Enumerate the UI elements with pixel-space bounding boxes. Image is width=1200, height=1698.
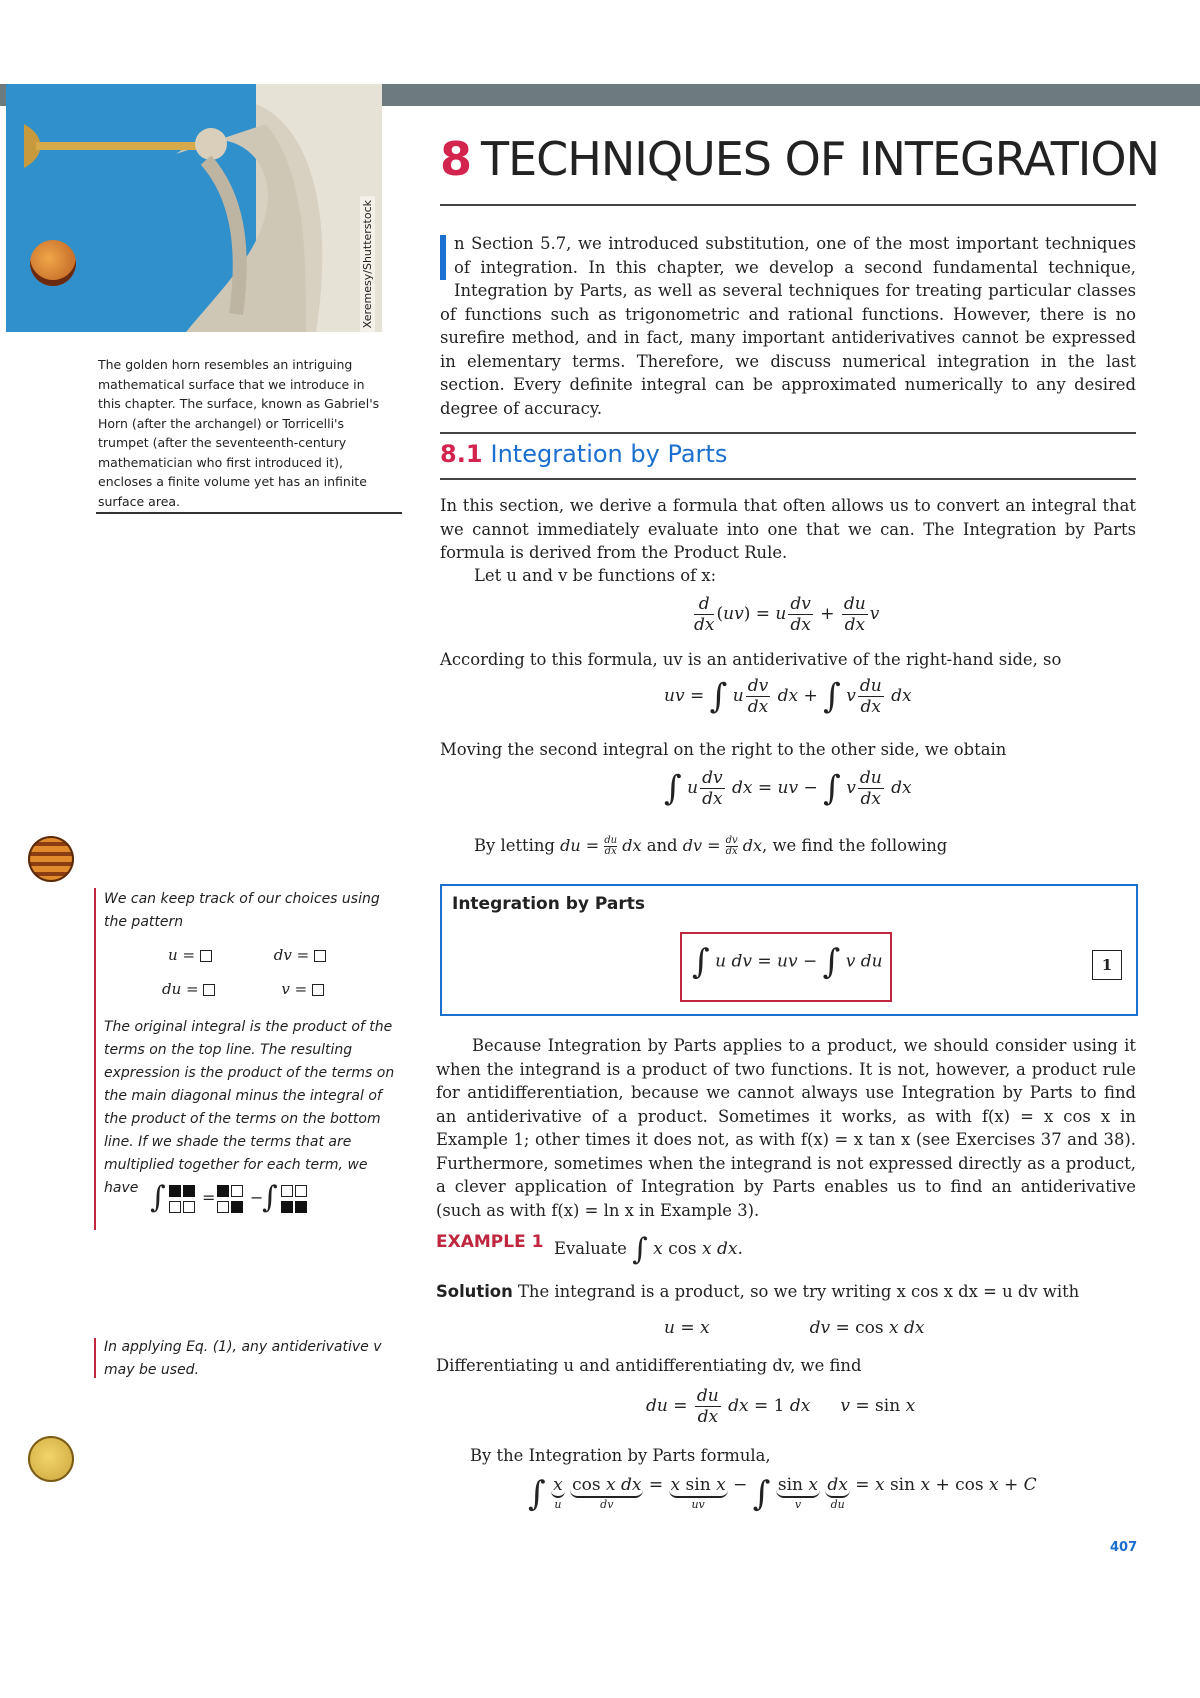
chapter-title-text: TECHNIQUES OF INTEGRATION: [481, 132, 1159, 186]
moving-line: Moving the second integral on the right to the other side, we obtain: [440, 740, 1007, 759]
ibp-formula-box: [680, 932, 892, 1002]
drop-cap-i: [440, 235, 446, 280]
shaded-pattern-diagram: ∫ = − ∫: [150, 1180, 350, 1224]
section-title: Integration by Parts: [490, 440, 728, 468]
title-divider: [440, 204, 1136, 206]
ibp-formula: ∫ u dv = uv − ∫ v du: [692, 942, 883, 982]
intro-paragraph: [440, 232, 1136, 420]
choice-equations: u = x dv = cos x dx: [664, 1318, 925, 1338]
solution-text: The integrand is a product, so we try writing x cos x dx = u dv with: [517, 1282, 1080, 1301]
according-line: According to this formula, uv is an antiderivative of the right-hand side, so: [440, 650, 1062, 669]
image-credit: Xeremesy/Shutterstock: [360, 196, 375, 332]
letting-and: and: [646, 836, 678, 855]
body-paragraph-because: Because Integration by Parts applies to a product, we should consider using it when the integrand is a product of two functions. It is not, however, a product rule for antidifferentiation, because we cannot always use Integration by Parts to find an antiderivative of a product. Sometimes it works, as with f(x) = x cos x in Example 1; other times it does not, as with f(x) = x tan x (see Exercises 37 and 38). Furthermore, sometimes when the integrand is not expressed directly as a product, a clever application of Integration by Parts enables us to find an antiderivative (such as with f(x) = ln x in Example 3).: [436, 1036, 1136, 1220]
photo-caption: The golden horn resembles an intriguing mathematical surface that we introduce in this chapter. The surface, known as Gabriel's Horn (after the archangel) or Torricelli's trumpet (after the seventeenth-century mathematician who first introduced it), encloses a finite volume yet has an infinite surface area.: [98, 357, 380, 509]
differentiating-line: Differentiating u and antidifferentiating dv, we find: [436, 1356, 862, 1375]
solution-label: Solution: [436, 1282, 513, 1301]
uv-integral-equation: uv = ∫ u $\frac{dv}{dx}$ dx + ∫ v $\frac{du}{dx}$ dx: [664, 676, 912, 717]
golden-horn-illustration: [6, 84, 382, 332]
example-label: EXAMPLE 1: [436, 1232, 544, 1252]
body-paragraph-1: In this section, we derive a formula that often allows us to convert an integral that we cannot immediately evaluate into one that we can. The Integration by Parts formula is derived from the Product Rule.: [440, 496, 1136, 562]
chapter-photo: [6, 84, 382, 332]
letting-line: By letting du = $\frac{du}{dx}$ dx and dv = $\frac{dv}{dx}$ dx, we find the following: [474, 835, 948, 857]
section-number: 8.1: [440, 440, 483, 468]
pattern-row-bottom: du = v =: [162, 980, 324, 998]
section-heading: [440, 440, 727, 468]
planet-icon-saturn: [28, 836, 74, 882]
margin-note-2-bar: [94, 1338, 96, 1378]
section-rule-top: [440, 432, 1136, 434]
product-rule-equation: $\frac{d}{dx}$ (uv) = u $\frac{dv}{dx}$ + $\frac{du}{dx}$ v: [694, 594, 880, 635]
intro-text: n Section 5.7, we introduced substitution, one of the most important techniques of integration. In this chapter, we develop a second fundamental technique, Integration by Parts, as well as several techniques for treating particular classes of functions such as trigonometric and rational functions. However, there is no surefire method, and in fact, many important antiderivatives cannot be expressed in elementary terms. Therefore, we discuss numerical integration in the last section. Every definite integral can be approximated numerically to any desired degree of accuracy.: [440, 234, 1136, 418]
caption-divider: [96, 512, 402, 514]
ibp-box-title: Integration by Parts: [452, 894, 646, 914]
page-number: 407: [1110, 1540, 1138, 1555]
chapter-number: 8: [440, 132, 472, 186]
margin-note-body: The original integral is the product of the terms on the top line. The resulting expression is the product of the terms on the main diagonal minus the integral of the product of the terms on the bottom line. If we shade the terms that are multiplied together for each term, we have: [104, 1019, 395, 1196]
letting-post: , we find the following: [762, 836, 948, 855]
example-evaluate: Evaluate ∫ x cos x dx.: [554, 1232, 743, 1267]
margin-note-2: In applying Eq. (1), any antiderivative v may be used.: [104, 1339, 382, 1378]
section-rule-bottom: [440, 478, 1136, 480]
letting-pre: By letting: [474, 836, 555, 855]
planet-icon-jupiter: [30, 240, 76, 286]
chapter-title: [440, 132, 1159, 186]
pattern-row-top: u = dv =: [168, 946, 326, 964]
final-equation: ∫ x u cos x dx dv = x sin x uv − ∫ sin x v dx du = x sin x + cos x + C: [528, 1474, 1037, 1514]
planet-icon-venus: [28, 1436, 74, 1482]
margin-note-bar: [94, 888, 96, 1230]
let-line: Let u and v be functions of x:: [474, 566, 717, 585]
equation-number: 1: [1092, 950, 1122, 980]
margin-note-intro: We can keep track of our choices using the pattern: [104, 891, 380, 930]
rearranged-equation: ∫ u $\frac{dv}{dx}$ dx = uv − ∫ v $\frac{du}{dx}$ dx: [664, 768, 912, 809]
derivative-equations: du = $\frac{du}{dx}$ dx = 1 dx v = sin x: [646, 1386, 916, 1427]
by-formula-line: By the Integration by Parts formula,: [470, 1446, 771, 1465]
solution-line: [436, 1282, 1079, 1301]
evaluate-word: Evaluate: [554, 1239, 627, 1258]
